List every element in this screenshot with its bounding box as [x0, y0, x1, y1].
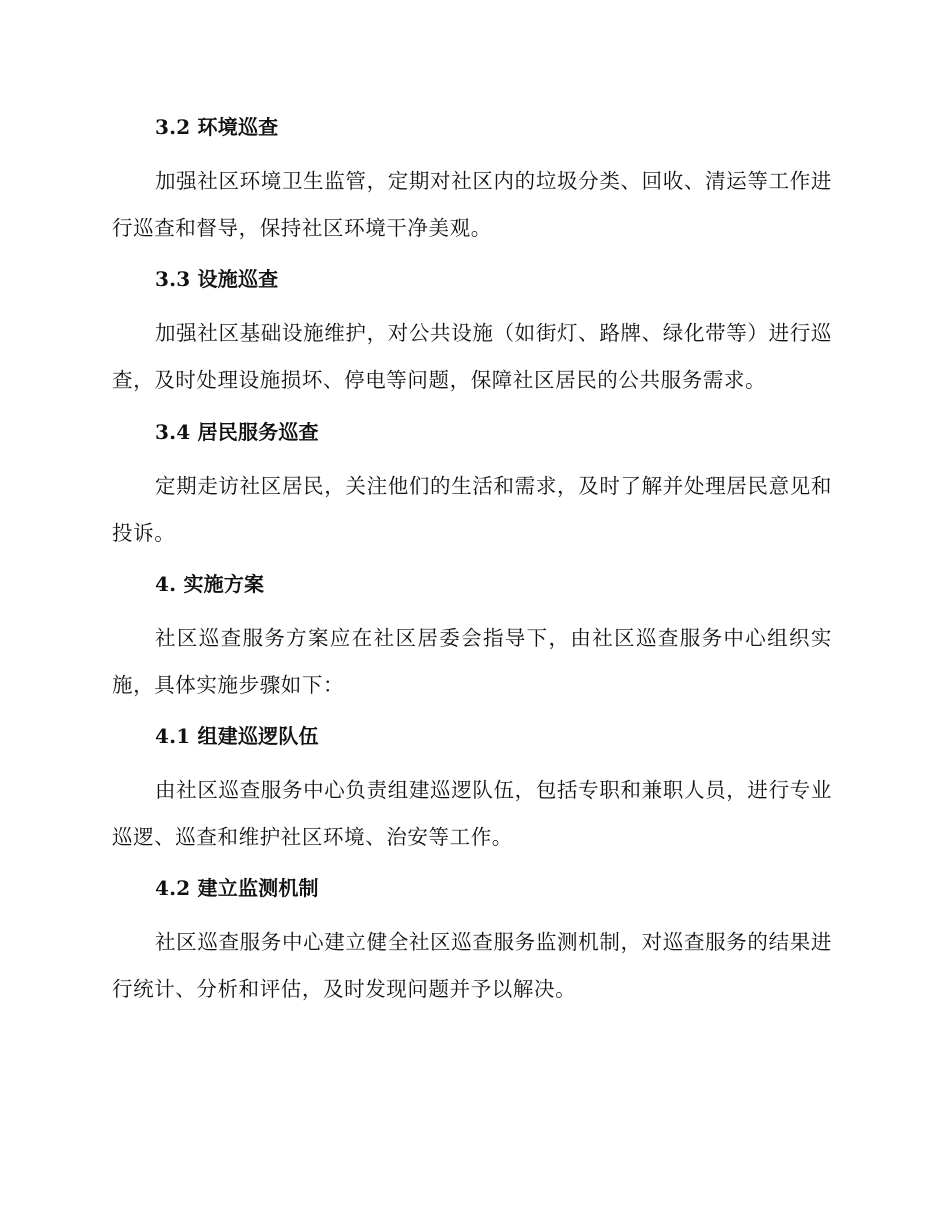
section-paragraph: 社区巡查服务方案应在社区居委会指导下，由社区巡查服务中心组织实施，具体实施步骤如下：	[112, 626, 832, 697]
section-paragraph: 社区巡查服务中心建立健全社区巡查服务监测机制，对巡查服务的结果进行统计、分析和评估，及时发现问题并予以解决。	[112, 930, 832, 1001]
section-paragraph: 定期走访社区居民，关注他们的生活和需求，及时了解并处理居民意见和投诉。	[112, 474, 832, 545]
section-heading: 3.2 环境巡查	[155, 115, 279, 139]
section-paragraph: 加强社区基础设施维护，对公共设施（如街灯、路牌、绿化带等）进行巡查，及时处理设施损坏、停电等问题，保障社区居民的公共服务需求。	[112, 321, 832, 392]
section-heading: 3.3 设施巡查	[155, 267, 279, 291]
section-heading: 4. 实施方案	[155, 572, 265, 596]
section-paragraph: 加强社区环境卫生监管，定期对社区内的垃圾分类、回收、清运等工作进行巡查和督导，保持社区环境干净美观。	[112, 169, 832, 240]
section-heading: 3.4 居民服务巡查	[155, 420, 319, 444]
section-heading: 4.1 组建巡逻队伍	[155, 724, 319, 748]
section-heading: 4.2 建立监测机制	[155, 876, 319, 900]
section-paragraph: 由社区巡查服务中心负责组建巡逻队伍，包括专职和兼职人员，进行专业巡逻、巡查和维护社区环境、治安等工作。	[112, 778, 832, 849]
